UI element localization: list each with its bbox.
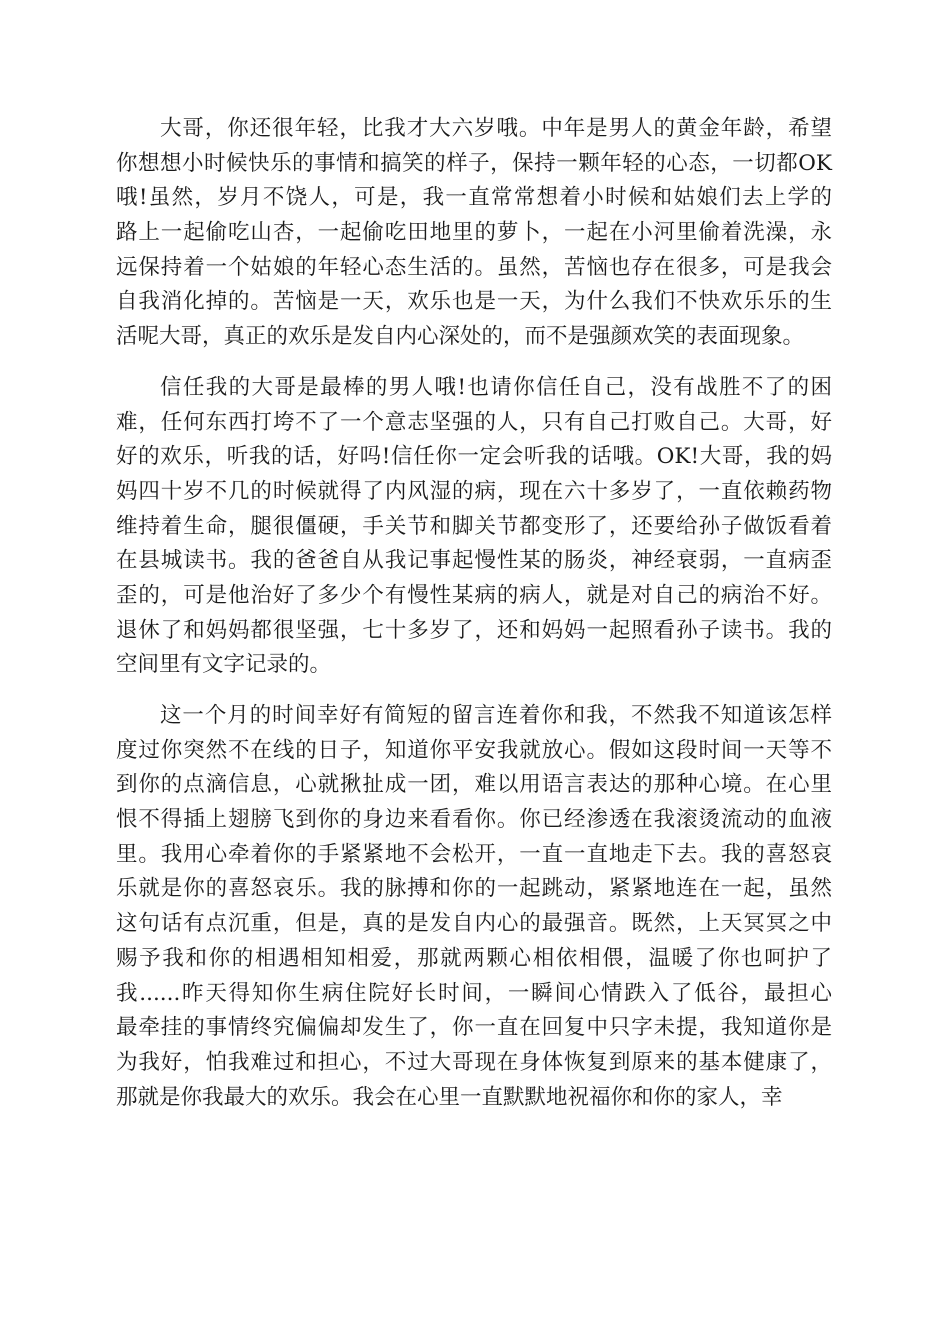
text-line: 歪的，可是他治好了多少个有慢性某病的病人，就是对自己的病治不好。	[116, 582, 832, 608]
text-line: 难，任何东西打垮不了一个意志坚强的人，只有自己打败自己。大哥，好	[116, 409, 832, 435]
text-line: 大哥，你还很年轻，比我才大六岁哦。中年是男人的黄金年龄，希望	[160, 116, 832, 141]
text-line: 哦!虽然，岁月不饶人，可是，我一直常常想着小时候和姑娘们去上学的	[116, 185, 832, 211]
text-line: 我......昨天得知你生病住院好长时间，一瞬间心情跌入了低谷，最担心	[116, 980, 832, 1006]
text-line: 赐予我和你的相遇相知相爱，那就两颗心相依相偎，温暖了你也呵护了	[116, 945, 832, 971]
text-line: 恨不得插上翅膀飞到你的身边来看看你。你已经渗透在我滚烫流动的血液	[116, 807, 832, 833]
text-line: 为我好，怕我难过和担心，不过大哥现在身体恢复到原来的基本健康了，	[116, 1049, 832, 1075]
text-line: 这一个月的时间幸好有简短的留言连着你和我，不然我不知道该怎样	[160, 703, 832, 728]
text-line: 好的欢乐，听我的话，好吗!信任你一定会听我的话哦。OK!大哥，我的妈	[116, 444, 832, 470]
text-line: 你想想小时候快乐的事情和搞笑的样子，保持一颗年轻的心态，一切都OK	[116, 150, 832, 176]
text-line: 信任我的大哥是最棒的男人哦!也请你信任自己，没有战胜不了的困	[160, 374, 832, 400]
text-line: 在县城读书。我的爸爸自从我记事起慢性某的肠炎，神经衰弱，一直病歪	[116, 548, 832, 574]
text-line: 维持着生命，腿很僵硬，手关节和脚关节都变形了，还要给孙子做饭看着	[116, 513, 832, 539]
paragraph-3	[116, 699, 832, 1115]
text-line: 远保持着一个姑娘的年轻心态生活的。虽然，苦恼也存在很多，可是我会	[116, 254, 832, 280]
text-line: 空间里有文字记录的。	[116, 652, 332, 678]
text-line: 到你的点滴信息，心就揪扯成一团，难以用语言表达的那种心境。在心里	[116, 772, 832, 798]
paragraph-1	[116, 112, 832, 355]
text-line: 自我消化掉的。苦恼是一天，欢乐也是一天，为什么我们不快欢乐乐的生	[116, 289, 832, 315]
text-line: 最牵挂的事情终究偏偏却发生了，你一直在回复中只字未提，我知道你是	[116, 1015, 832, 1041]
text-line: 度过你突然不在线的日子，知道你平安我就放心。假如这段时间一天等不	[116, 737, 832, 763]
text-line: 这句话有点沉重，但是，真的是发自内心的最强音。既然，上天冥冥之中	[116, 911, 832, 937]
text-line: 那就是你我最大的欢乐。我会在心里一直默默地祝福你和你的家人，幸	[116, 1084, 783, 1110]
paragraph-2	[116, 371, 832, 683]
text-line: 妈四十岁不几的时候就得了内风湿的病，现在六十多岁了，一直依赖药物	[116, 478, 832, 504]
text-line: 退休了和妈妈都很坚强，七十多岁了，还和妈妈一起照看孙子读书。我的	[116, 617, 832, 643]
document-page	[116, 112, 832, 1131]
text-line: 路上一起偷吃山杏，一起偷吃田地里的萝卜，一起在小河里偷着洗澡，永	[116, 220, 832, 246]
text-line: 活呢大哥，真正的欢乐是发自内心深处的，而不是强颜欢笑的表面现象。	[116, 324, 805, 350]
text-line: 乐就是你的喜怒哀乐。我的脉搏和你的一起跳动，紧紧地连在一起，虽然	[116, 876, 832, 902]
text-line: 里。我用心牵着你的手紧紧地不会松开，一直一直地走下去。我的喜怒哀	[116, 841, 832, 867]
